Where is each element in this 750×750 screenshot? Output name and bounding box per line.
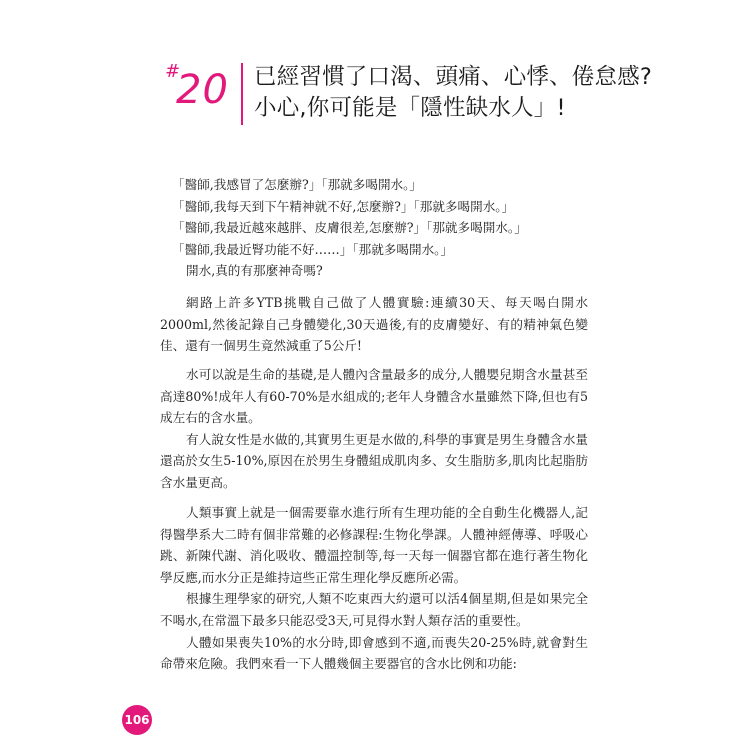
chapter-title — [254, 62, 652, 124]
dialogue-line: 「醫師,我最近腎功能不好……」「那就多喝開水。」 — [172, 241, 454, 257]
body-paragraph: 網路上許多YTB挑戰自己做了人體實驗:連續30天、每天喝白開水2000ml,然後記錄自己身體變化,30天過後,有的皮膚變好、有的精神氣色變佳、還有一個男生竟然減重了5公斤! — [160, 295, 588, 354]
page-number-badge: 106 — [122, 705, 152, 735]
chapter-title-line-2: 小心,你可能是「隱性缺水人」! — [254, 95, 566, 121]
dialogue-question: 開水,真的有那麼神奇嗎? — [186, 263, 323, 279]
body-paragraph: 人類事實上就是一個需要靠水進行所有生理功能的全自動生化機器人,記得醫學系大二時有個非常難的必修課程:生物化學課。人體神經傳導、呼吸心跳、新陳代謝、消化吸收、體溫控制等,每一天每一個器官都在進行著生物化學反應,而水分正是維持這些正常生理化學反應所必需。 — [160, 505, 588, 585]
body-paragraph: 根據生理學家的研究,人類不吃東西大約還可以活4個星期,但是如果完全不喝水,在常溫下最多只能忍受3天,可見得水對人類存活的重要性。 — [160, 591, 588, 628]
paragraph-group-b — [160, 364, 588, 494]
paragraph-group-c — [160, 502, 588, 675]
dialogue-block — [172, 174, 602, 282]
dialogue-line: 「醫師,我感冒了怎麼辦?」「那就多喝開水。」 — [172, 177, 423, 192]
body-paragraph: 水可以說是生命的基礎,是人體內含量最多的成分,人體嬰兒期含水量甚至高達80%!成年人有60-70%是水組成的;老年人身體含水量雖然下降,但也有5成左右的含水量。 — [160, 367, 588, 426]
chapter-hash: # — [165, 61, 181, 82]
chapter-number: 20 — [176, 67, 229, 113]
body-paragraph: 有人說女性是水做的,其實男生更是水做的,科學的事實是男生身體含水量還高於女生5-10%,原因在於男生身體組成肌肉多、女生脂肪多,肌肉比起脂肪含水量更高。 — [160, 431, 588, 490]
body-paragraph: 人體如果喪失10%的水分時,即會感到不適,而喪失20-25%時,就會對生命帶來危險。我們來看一下人體幾個主要器官的含水比例和功能: — [160, 634, 588, 672]
chapter-divider — [241, 63, 243, 125]
chapter-title-line-1: 已經習慣了口渴、頭痛、心悸、倦怠感? — [254, 64, 653, 90]
dialogue-line: 「醫師,我每天到下午精神就不好,怎麼辦?」「那就多喝開水。」 — [172, 198, 515, 214]
dialogue-line: 「醫師,我最近越來越胖、皮膚很差,怎麼辦?」「那就多喝開水。」 — [172, 220, 527, 236]
paragraph-group-a — [160, 292, 588, 357]
